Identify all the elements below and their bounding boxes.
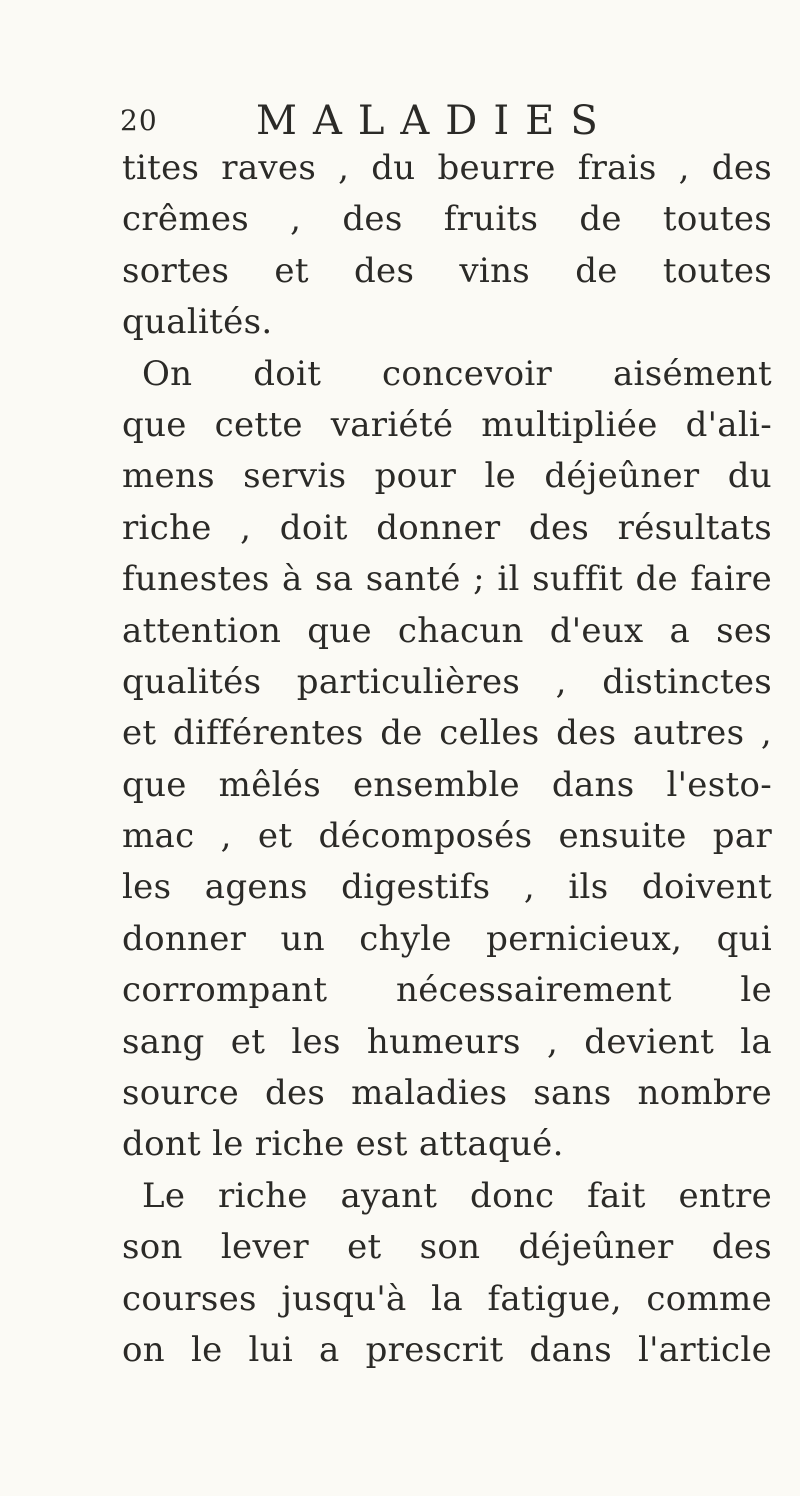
text-line: sortes et des vins de toutes bbox=[122, 250, 772, 291]
text-line: sang et les humeurs , devient la bbox=[122, 1021, 772, 1062]
text-line: les agens digestifs , ils doivent bbox=[122, 867, 772, 908]
text-line: tites raves , du beurre frais , des bbox=[122, 148, 772, 188]
running-title: MALADIES bbox=[256, 98, 614, 144]
text-line: attention que chacun d'eux a ses bbox=[122, 610, 772, 651]
text-line: dont le riche est attaqué. bbox=[122, 1124, 564, 1165]
text-line: Le riche ayant donc fait entre bbox=[142, 1175, 772, 1216]
text-line: source des maladies sans nombre bbox=[122, 1073, 772, 1114]
text-line: On doit concevoir aisément bbox=[142, 353, 772, 394]
text-line: qualités particulières , distinctes bbox=[122, 661, 772, 702]
text-line: qualités. bbox=[122, 302, 273, 343]
text-line: que mêlés ensemble dans l'esto- bbox=[122, 764, 772, 805]
text-line: on le lui a prescrit dans l'article bbox=[122, 1329, 772, 1370]
body-text bbox=[122, 143, 772, 1376]
text-line: corrompant nécessairement le bbox=[122, 970, 772, 1011]
text-line: donner un chyle pernicieux, qui bbox=[122, 918, 772, 959]
text-line: mac , et décomposés ensuite par bbox=[122, 816, 772, 857]
text-line: riche , doit donner des résultats bbox=[122, 507, 772, 548]
text-line: crêmes , des fruits de toutes bbox=[122, 199, 772, 240]
text-line: mens servis pour le déjeûner du bbox=[122, 456, 772, 497]
page-number: 20 bbox=[120, 104, 158, 137]
text-line: que cette variété multipliée d'ali- bbox=[122, 404, 772, 445]
text-line: funestes à sa santé ; il suffit de faire bbox=[122, 559, 772, 600]
text-line: son lever et son déjeûner des bbox=[122, 1227, 772, 1268]
text-line: courses jusqu'à la fatigue, comme bbox=[122, 1278, 772, 1319]
text-line: et différentes de celles des autres , bbox=[122, 713, 772, 754]
page-header bbox=[120, 98, 760, 148]
